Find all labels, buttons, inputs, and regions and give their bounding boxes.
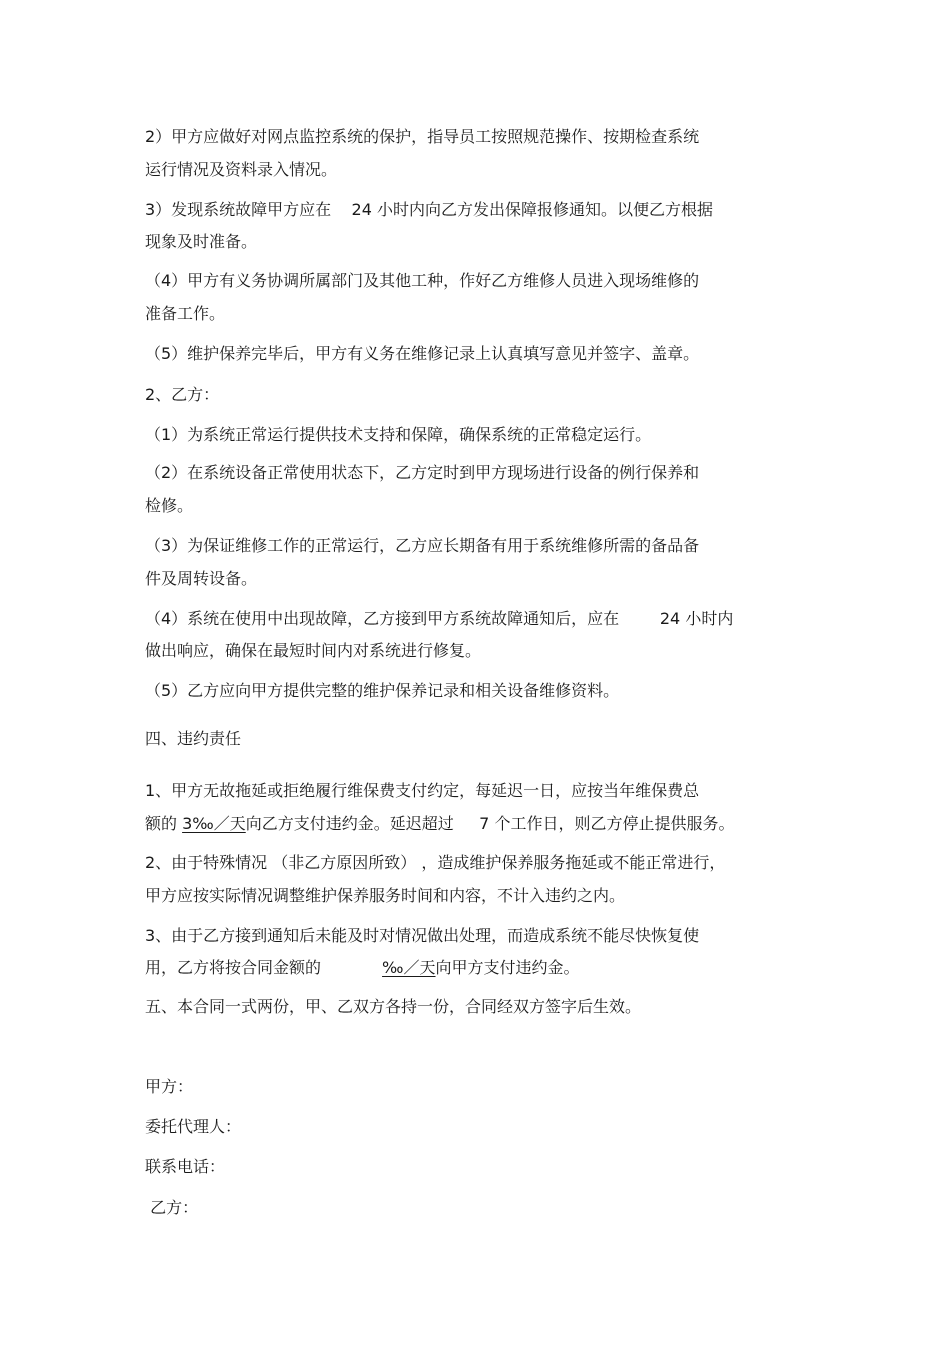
clause-5: 五、本合同一式两份，甲、乙双方各持一份，合同经双方签字后生效。	[145, 997, 642, 1016]
breach-c2-line2: 甲方应按实际情况调整维护保养服务时间和内容，不计入违约之内。	[145, 886, 626, 905]
breach-c1-prefix: 额的	[145, 814, 183, 833]
breach-c3-line2	[145, 958, 580, 978]
clause-a2-line2: 运行情况及资料录入情况。	[145, 160, 338, 179]
breach-c1-line2	[145, 814, 734, 834]
breach-c1-suffix: 向乙方支付违约金。延迟超过 7 个工作日，则乙方停止提供服务。	[245, 814, 735, 833]
clause-b4-line2: 做出响应，确保在最短时间内对系统进行修复。	[145, 641, 482, 660]
breach-c3-prefix: 用，乙方将按合同金额的	[145, 958, 383, 977]
clause-b3-line1: （3）为保证维修工作的正常运行，乙方应长期备有用于系统维修所需的备品备	[145, 536, 700, 555]
signature-agent: 委托代理人：	[145, 1117, 242, 1136]
party-b-heading: 2、乙方：	[145, 385, 220, 404]
clause-a4-line2: 准备工作。	[145, 304, 226, 323]
penalty-rate-b: ‰／天	[382, 958, 436, 977]
clause-b4-line1: （4）系统在使用中出现故障，乙方接到甲方系统故障通知后，应在 24 小时内	[145, 609, 734, 628]
breach-c2-line1: 2、由于特殊情况 （非乙方原因所致） ，造成维护保养服务拖延或不能正常进行，	[145, 853, 726, 872]
clause-b2-line1: （2）在系统设备正常使用状态下，乙方定时到甲方现场进行设备的例行保养和	[145, 463, 700, 482]
clause-a5: （5）维护保养完毕后，甲方有义务在维修记录上认真填写意见并签字、盖章。	[145, 344, 700, 363]
signature-party-b: 乙方：	[145, 1198, 199, 1217]
penalty-rate-a: 3‰／天	[182, 814, 246, 833]
breach-c3-line1: 3、由于乙方接到通知后未能及时对情况做出处理，而造成系统不能尽快恢复使	[145, 926, 700, 945]
section-breach-heading: 四、违约责任	[145, 729, 242, 748]
clause-b1: （1）为系统正常运行提供技术支持和保障，确保系统的正常稳定运行。	[145, 425, 652, 444]
clause-a2-line1: 2）甲方应做好对网点监控系统的保护，指导员工按照规范操作、按期检查系统	[145, 127, 700, 146]
signature-party-a: 甲方：	[145, 1077, 194, 1096]
breach-c3-suffix: 向甲方支付违约金。	[435, 958, 580, 977]
clause-b3-line2: 件及周转设备。	[145, 569, 258, 588]
clause-b5: （5）乙方应向甲方提供完整的维护保养记录和相关设备维修资料。	[145, 681, 620, 700]
clause-a3-line2: 现象及时准备。	[145, 232, 258, 251]
signature-phone: 联系电话：	[145, 1157, 226, 1176]
clause-a4-line1: （4）甲方有义务协调所属部门及其他工种，作好乙方维修人员进入现场维修的	[145, 271, 700, 290]
clause-a3-line1: 3）发现系统故障甲方应在 24 小时内向乙方发出保障报修通知。以便乙方根据	[145, 200, 713, 219]
breach-c1-line1: 1、甲方无故拖延或拒绝履行维保费支付约定，每延迟一日，应按当年维保费总	[145, 781, 700, 800]
clause-b2-line2: 检修。	[145, 496, 194, 515]
